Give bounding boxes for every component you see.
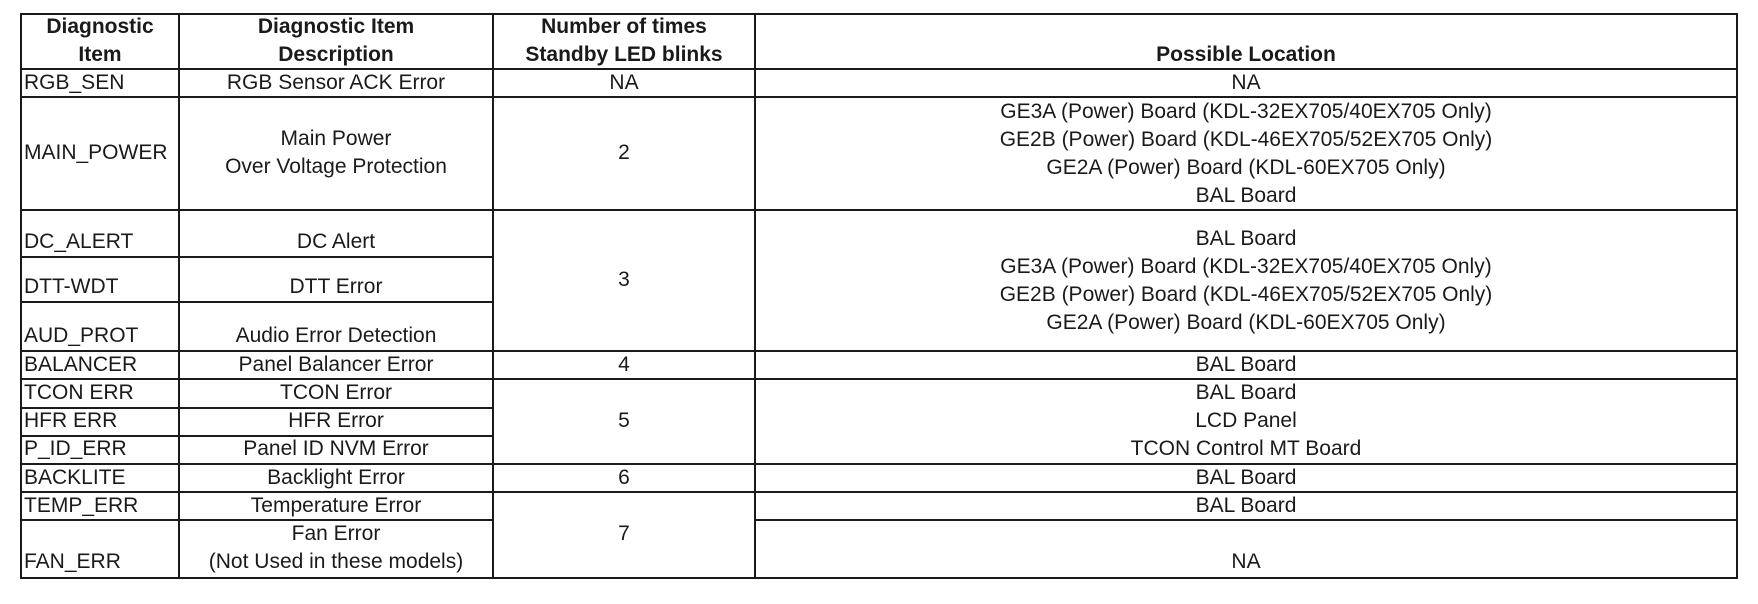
item-description [180,520,492,576]
row-divider [20,301,494,303]
location-line: GE2A (Power) Board (KDL-60EX705 Only) [1046,311,1446,334]
possible-location [756,225,1736,337]
diagnostic-item: P_ID_ERR [24,437,127,460]
location-line: BAL Board [1195,227,1297,250]
item-description: Temperature Error [250,494,422,517]
header-blinks-line: Standby LED blinks [525,43,723,66]
diagnostic-item: AUD_PROT [24,324,139,347]
blink-count: 7 [618,522,630,545]
diagnostic-item: DC_ALERT [24,230,134,253]
header-item-line: Diagnostic [46,15,154,38]
header-item-line: Item [78,43,122,66]
location-line: GE3A (Power) Board (KDL-32EX705/40EX705 Only) [1000,100,1492,123]
header-description-line: Description [278,43,394,66]
blink-count: 5 [618,409,630,432]
diagnostic-item: BALANCER [24,353,138,376]
possible-location: BAL Board [1195,353,1297,376]
item-description: DC Alert [296,230,376,253]
possible-location: BAL Board [1195,466,1297,489]
header-description-line: Diagnostic Item [257,15,415,38]
location-line: GE2B (Power) Board (KDL-46EX705/52EX705 Only) [999,283,1493,306]
diagnostic-item: FAN_ERR [24,550,121,573]
diagnostic-item: RGB_SEN [24,71,125,94]
header-location: Possible Location [1156,43,1336,66]
possible-location [756,98,1736,210]
location-line: GE3A (Power) Board (KDL-32EX705/40EX705 Only) [1000,255,1492,278]
item-description: Panel Balancer Error [238,353,434,376]
item-description: DTT Error [289,275,383,298]
table-border-bottom [20,577,1738,579]
possible-location: BAL Board [1195,494,1297,517]
item-description: Panel ID NVM Error [243,437,429,460]
location-line: BAL Board [1195,381,1297,404]
location-line: TCON Control MT Board [1130,437,1362,460]
description-line: Fan Error [291,522,381,545]
location-line: BAL Board [1195,184,1297,207]
blink-count: 6 [618,466,630,489]
header-blinks [494,13,754,69]
location-line: LCD Panel [1195,409,1297,432]
item-description: RGB Sensor ACK Error [226,71,446,94]
diagnostic-item: MAIN_POWER [24,141,168,164]
location-line: GE2B (Power) Board (KDL-46EX705/52EX705 Only) [999,128,1493,151]
header-blinks-line: Number of times [541,15,707,38]
row-divider [20,256,494,258]
possible-location [756,379,1736,463]
item-description: TCON Error [280,381,392,404]
header-item [22,13,178,69]
item-description [180,125,492,181]
description-line: Main Power [280,127,392,150]
item-description: Backlight Error [267,466,405,489]
diagnostic-item: TCON ERR [24,381,134,404]
description-line: Over Voltage Protection [225,155,447,178]
blink-count: 4 [618,353,630,376]
blink-count: NA [609,71,639,94]
blink-count: 3 [618,268,630,291]
blink-count: 2 [618,141,630,164]
description-line: (Not Used in these models) [208,550,464,573]
diagnostic-item: HFR ERR [24,409,118,432]
item-description: HFR Error [288,409,384,432]
header-description [180,13,492,69]
possible-location: NA [1231,71,1261,94]
item-description: Audio Error Detection [235,324,437,347]
diagnostic-item: BACKLITE [24,466,126,489]
diagnostic-item: DTT-WDT [24,275,119,298]
diagnostics-table [20,13,1738,579]
possible-location: NA [1231,550,1261,573]
location-line: GE2A (Power) Board (KDL-60EX705 Only) [1046,156,1446,179]
diagnostic-item: TEMP_ERR [24,494,139,517]
